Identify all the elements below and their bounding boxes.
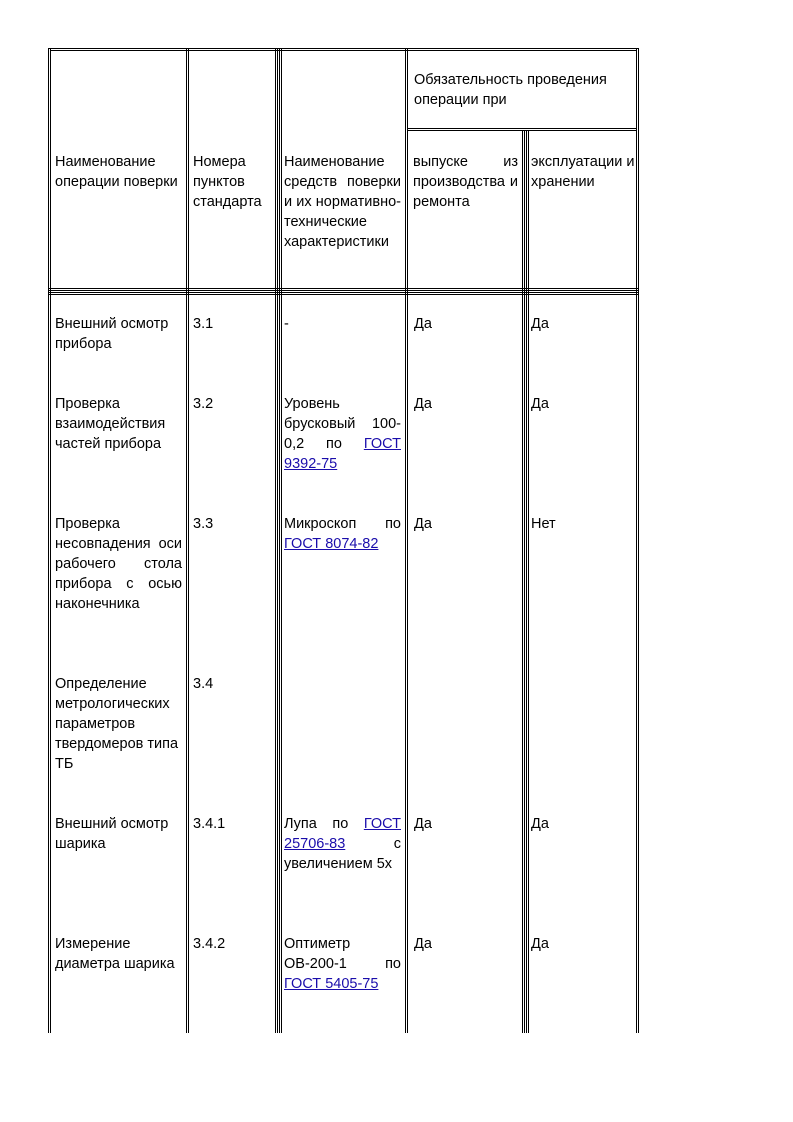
table-row-3-operation [55,514,182,614]
table-row-5-release [414,814,519,834]
table-row-6-means [284,934,401,994]
table-border-left-outer [48,48,49,1033]
header-release-repair [413,152,518,212]
table-row-5-means [284,814,401,874]
header-clause-numbers-text: Номера пунктов стандарта [193,154,262,210]
body-top-b [48,294,639,295]
col1-border-right-a [186,48,187,1033]
table-row-1-clause [193,314,273,334]
group-header-bottom-a [407,128,637,129]
row-3-storage-text: Нет [531,516,556,532]
row-2-storage-text: Да [531,396,549,412]
row-1-clause-text: 3.1 [193,316,214,332]
header-mandatory-group-text: Обязательность проведения операции при [414,72,607,108]
table-row-3-clause [193,514,273,534]
row-2-clause-text: 3.2 [193,396,214,412]
row-3-means-text: Микроскоп по [284,516,401,532]
header-bottom-b [48,290,639,291]
header-release-repair-text: выпуске из производства и ремонта [413,154,518,210]
header-bottom-a [48,288,639,289]
row-2-gost-link[interactable]: ГОСТ 9392-75 [284,436,401,472]
row-5-release-text: Да [414,816,432,832]
body-top-a [48,292,639,293]
col5-border-left-a [526,130,527,1033]
table-row-2-operation [55,394,185,454]
table-row-4-clause [193,674,273,694]
col3-border-left-a [279,48,280,1033]
row-4-operation-text: Определение метрологических параметров твердомеров типа ТБ [55,676,179,772]
table-border-right-inner [636,48,637,1033]
row-5-operation-text: Внешний осмотр шарика [55,816,169,852]
header-operation-name-text: Наименование операции поверки [55,154,178,190]
row-5-clause-text: 3.4.1 [193,816,226,832]
row-5-storage-text: Да [531,816,549,832]
header-verification-means-text: Наименование средств поверки и их нормативно-технические характеристики [284,154,401,250]
header-clause-numbers [193,152,275,212]
table-row-4-operation [55,674,185,774]
table-row-2-release [414,394,519,414]
row-6-operation-text: Измерение диаметра шарика [55,936,175,972]
table-row-6-clause [193,934,273,954]
row-5-means-tail: с увеличением 5х [284,836,401,872]
row-1-means-text: - [284,316,289,332]
table-row-2-storage [531,394,635,414]
table-border-left-inner [50,48,51,1033]
table-row-5-storage [531,814,635,834]
table-row-1-means [284,314,401,334]
row-2-operation-text: Проверка взаимодействия частей прибора [55,396,166,452]
table-row-3-storage [531,514,635,534]
header-mandatory-group [414,70,636,110]
table-border-right-outer [638,48,639,1033]
row-2-means-text: Уровень брусковый 100-0,2 по [284,396,401,452]
header-operation-storage [531,152,637,192]
table-border-top-inner [50,50,637,51]
col3-border-right-a [405,48,406,1033]
col2-border-right-a [275,48,276,1033]
row-6-gost-link[interactable]: ГОСТ 5405-75 [284,976,379,992]
table-row-3-release [414,514,519,534]
row-1-operation-text: Внешний осмотр прибора [55,316,169,352]
col5-border-left-b [528,130,529,1033]
table-row-3-means [284,514,401,554]
table-border-top-outer [48,48,639,49]
table-row-5-operation [55,814,185,854]
table-row-2-clause [193,394,273,414]
table-row-2-means [284,394,401,474]
col2-border-right-b [277,48,278,1033]
row-3-clause-text: 3.3 [193,516,214,532]
row-1-storage-text: Да [531,316,549,332]
row-1-release-text: Да [414,316,432,332]
row-2-release-text: Да [414,396,432,412]
row-3-release-text: Да [414,516,432,532]
row-6-means-text: Оптиметр ОВ-200-1 по [284,936,401,972]
table-row-6-release [414,934,519,954]
row-6-clause-text: 3.4.2 [193,936,226,952]
row-5-gost-link[interactable]: ГОСТ 25706-83 [284,816,401,852]
table-row-6-storage [531,934,635,954]
header-operation-storage-text: эксплуатации и хранении [531,154,635,190]
row-6-release-text: Да [414,936,432,952]
row-3-operation-text: Проверка несовпадения оси рабочего стола прибора с осью наконечника [55,516,182,612]
row-6-storage-text: Да [531,936,549,952]
table-row-5-clause [193,814,273,834]
col4-border-right-b [524,130,525,1033]
col3-border-right-b [407,48,408,1033]
row-3-gost-link[interactable]: ГОСТ 8074-82 [284,536,379,552]
table-row-1-operation [55,314,185,354]
header-verification-means [284,152,401,252]
table-row-1-release [414,314,519,334]
table-row-1-storage [531,314,635,334]
row-4-clause-text: 3.4 [193,676,214,692]
group-header-bottom-b [407,130,637,131]
col4-border-right-a [522,130,523,1033]
table-row-6-operation [55,934,185,974]
col1-border-right-b [188,48,189,1033]
header-operation-name [55,152,183,192]
row-5-means-text: Лупа по [284,816,349,832]
col3-border-left-b [281,48,282,1033]
